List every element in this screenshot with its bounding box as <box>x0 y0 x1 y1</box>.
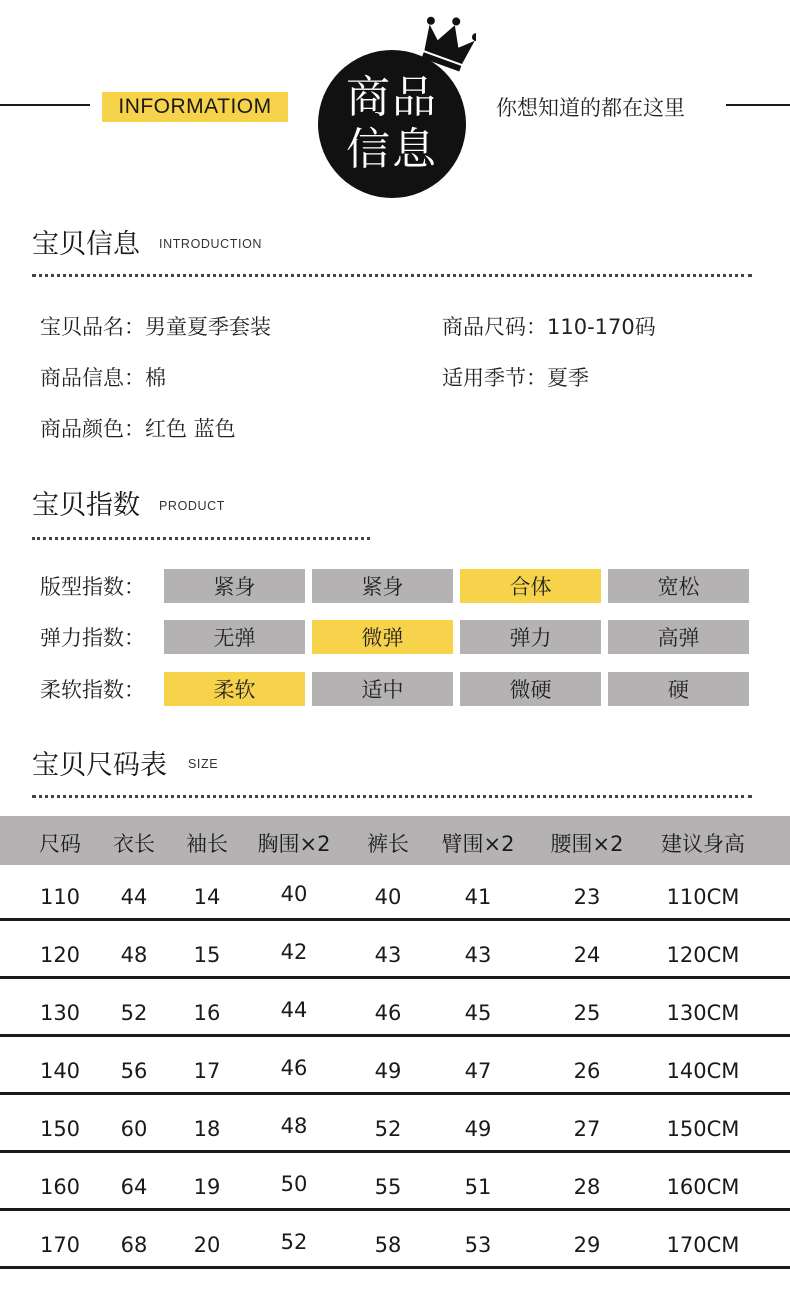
section-subtitle-info: INTRODUCTION <box>159 237 263 251</box>
size-table-row-divider <box>0 1266 790 1269</box>
size-table-cell: 27 <box>573 1117 601 1141</box>
size-table-cell: 23 <box>573 885 601 909</box>
size-table-cell: 52 <box>120 1001 148 1025</box>
header-line-left <box>0 104 90 106</box>
dotted-divider <box>32 795 752 798</box>
size-table-cell: 130 <box>39 1001 81 1025</box>
info-colors: 商品颜色：红色 蓝色 <box>40 417 236 441</box>
size-table-row-divider <box>0 1208 790 1211</box>
size-table-cell: 150 <box>39 1117 81 1141</box>
section-subtitle-index: PRODUCT <box>159 499 226 513</box>
size-table-cell: 18 <box>193 1117 221 1141</box>
size-table-cell: 26 <box>573 1059 601 1083</box>
size-table-cell: 110 <box>39 885 81 909</box>
size-table-cell: 110CM <box>666 885 740 909</box>
size-table-row-divider <box>0 1150 790 1153</box>
size-table-cell: 44 <box>120 885 148 909</box>
size-table-cell: 120 <box>39 943 81 967</box>
size-table-cell: 42 <box>280 940 308 964</box>
size-table-cell: 52 <box>280 1230 308 1254</box>
size-table-cell: 64 <box>120 1175 148 1199</box>
size-table-cell: 49 <box>464 1117 492 1141</box>
size-table-cell: 40 <box>280 882 308 906</box>
section-title-info: 宝贝信息 <box>32 229 140 260</box>
index-option: 适中 <box>312 672 453 706</box>
size-table-cell: 29 <box>573 1233 601 1257</box>
section-title-size: 宝贝尺码表 <box>32 750 167 781</box>
size-table-cell: 68 <box>120 1233 148 1257</box>
index-option: 无弹 <box>164 620 305 654</box>
size-table-cell: 52 <box>374 1117 402 1141</box>
size-table-cell: 46 <box>280 1056 308 1080</box>
header-tag: INFORMATIOM <box>102 92 288 122</box>
size-table-cell: 17 <box>193 1059 221 1083</box>
dotted-divider <box>32 274 752 277</box>
index-option-selected: 柔软 <box>164 672 305 706</box>
size-table-column-header: 腰围×2 <box>550 832 624 856</box>
info-product-name: 宝贝品名：男童夏季套装 <box>40 315 271 339</box>
size-table-cell: 170 <box>39 1233 81 1257</box>
header-circle-badge <box>318 50 466 198</box>
size-table-cell: 48 <box>120 943 148 967</box>
index-row-label: 柔软指数： <box>40 678 145 702</box>
index-option: 硬 <box>608 672 749 706</box>
size-table-cell: 47 <box>464 1059 492 1083</box>
size-table-row-divider <box>0 1034 790 1037</box>
size-table-cell: 51 <box>464 1175 492 1199</box>
size-table-row-divider <box>0 1092 790 1095</box>
index-option-selected: 微弹 <box>312 620 453 654</box>
size-table-cell: 20 <box>193 1233 221 1257</box>
size-table-cell: 15 <box>193 943 221 967</box>
size-table-cell: 49 <box>374 1059 402 1083</box>
size-table-column-header: 尺码 <box>39 832 81 856</box>
size-table-cell: 120CM <box>666 943 740 967</box>
size-table-row-divider <box>0 976 790 979</box>
size-table-column-header: 臂围×2 <box>441 832 515 856</box>
index-option: 微硬 <box>460 672 601 706</box>
size-table-cell: 150CM <box>666 1117 740 1141</box>
index-row-label: 弹力指数： <box>40 626 145 650</box>
index-option: 紧身 <box>164 569 305 603</box>
size-table-cell: 160CM <box>666 1175 740 1199</box>
size-table-cell: 14 <box>193 885 221 909</box>
size-table-column-header: 袖长 <box>186 832 228 856</box>
size-table-cell: 60 <box>120 1117 148 1141</box>
size-table-column-header: 衣长 <box>113 832 155 856</box>
size-table-cell: 130CM <box>666 1001 740 1025</box>
index-option: 紧身 <box>312 569 453 603</box>
size-table-column-header: 建议身高 <box>661 832 745 856</box>
index-option: 弹力 <box>460 620 601 654</box>
index-option: 宽松 <box>608 569 749 603</box>
size-table-cell: 48 <box>280 1114 308 1138</box>
size-table-cell: 140CM <box>666 1059 740 1083</box>
index-option: 高弹 <box>608 620 749 654</box>
header-line-right <box>726 104 790 106</box>
header-right-text: 你想知道的都在这里 <box>496 96 685 120</box>
size-table-cell: 45 <box>464 1001 492 1025</box>
size-table-column-header: 胸围×2 <box>257 832 331 856</box>
section-title-index: 宝贝指数 <box>32 490 140 521</box>
size-table-cell: 170CM <box>666 1233 740 1257</box>
header-circle-line1: 商品 <box>346 72 438 123</box>
size-table-cell: 28 <box>573 1175 601 1199</box>
size-table-cell: 56 <box>120 1059 148 1083</box>
section-subtitle-size: SIZE <box>188 757 219 771</box>
index-option-selected: 合体 <box>460 569 601 603</box>
size-table-cell: 40 <box>374 885 402 909</box>
info-season: 适用季节：夏季 <box>442 366 589 390</box>
size-table-row-divider <box>0 918 790 921</box>
size-table-cell: 44 <box>280 998 308 1022</box>
size-table-cell: 24 <box>573 943 601 967</box>
size-table-cell: 55 <box>374 1175 402 1199</box>
size-table-cell: 58 <box>374 1233 402 1257</box>
size-table-cell: 53 <box>464 1233 492 1257</box>
size-table-cell: 50 <box>280 1172 308 1196</box>
size-table-cell: 160 <box>39 1175 81 1199</box>
size-table-cell: 140 <box>39 1059 81 1083</box>
dotted-divider <box>32 537 370 540</box>
size-table-cell: 46 <box>374 1001 402 1025</box>
index-row-label: 版型指数： <box>40 575 145 599</box>
size-table-cell: 41 <box>464 885 492 909</box>
size-table-cell: 16 <box>193 1001 221 1025</box>
info-material: 商品信息：棉 <box>40 366 166 390</box>
crown-icon <box>420 14 476 72</box>
size-table-cell: 43 <box>374 943 402 967</box>
size-table-cell: 19 <box>193 1175 221 1199</box>
header-circle-line2: 信息 <box>346 124 438 175</box>
size-table-column-header: 裤长 <box>367 832 409 856</box>
size-table-cell: 25 <box>573 1001 601 1025</box>
size-table-cell: 43 <box>464 943 492 967</box>
info-size-range: 商品尺码：110-170码 <box>442 315 656 339</box>
